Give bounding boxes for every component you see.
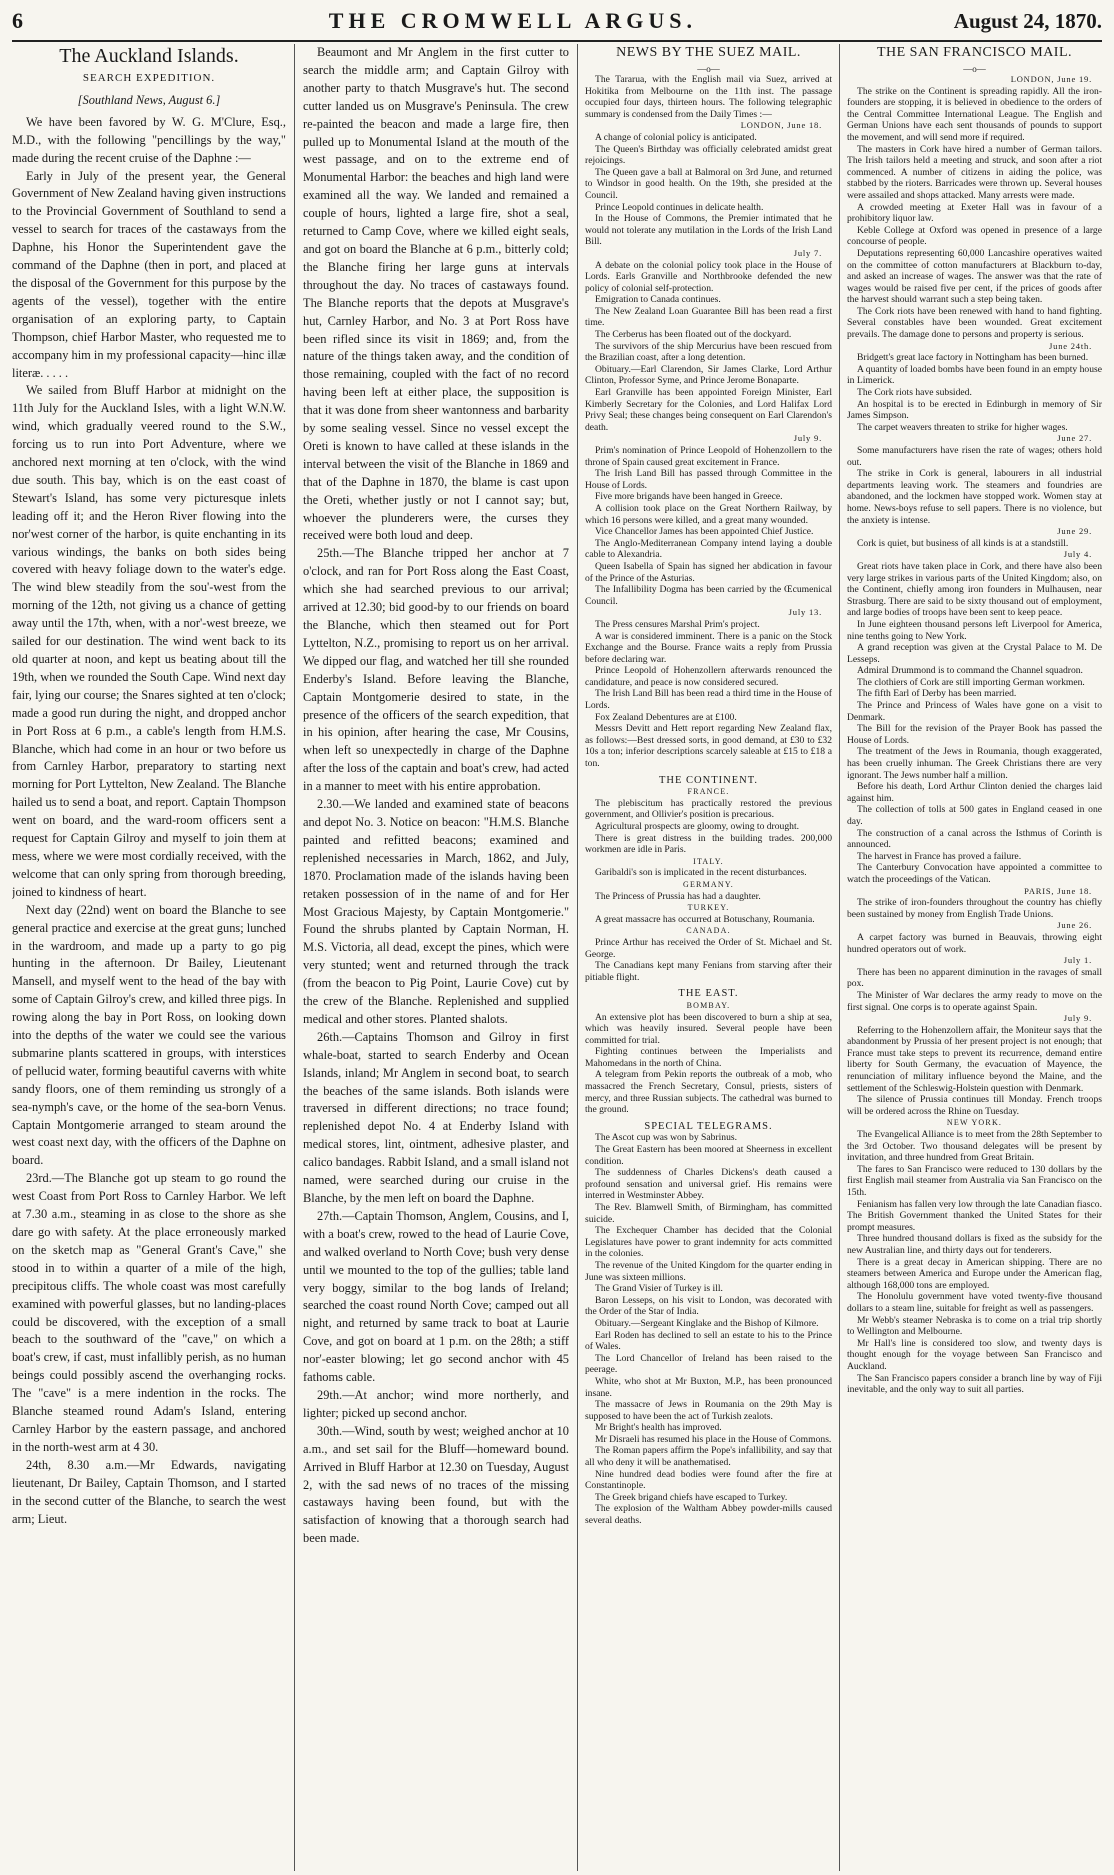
news-items	[585, 914, 832, 926]
country-label: ITALY.	[693, 856, 724, 866]
paragraph: Beaumont and Mr Anglem in the first cutter to search the middle arm; and Captain Gilroy with another party to thatch Musgrave's hut. The second cutter landed us on Musgrave's Peninsula. The crew re-painted the beacon and made a large fire, then pulled up to Monumental Island at the mouth of the west passage, and on to the extreme end of Monumental Harbor: the beaches and high land were examined all the way. We landed and remained a couple of hours, lighted a large fire, shot a seal, returned to Camp Cove, where we killed eight seals, and got on board the Blanche at 6 p.m., bitterly cold; the Blanche firing her large guns at intervals throughout the day. No traces of castaways found. The Blanche reports that the depots at Musgrave's hut, Carnley Harbor, and No. 3 at Port Ross have been rifled since its visit in 1869; and, from the nature of the things taken away, and the condition of those remaining, coupled with the fact of no record having been left at either place, the supposition is that it was done from sheer wantonness and barbarity by some sealing vessel. Since no vessel except the Oreti is known to have called at these islands in the interval between the visit of the Blanche in 1869 and that of the Daphne in 1870, the blame is cast upon the Oreti, whether justly or not I cannot say; but, whoever the plunderers were, the curses they received were both loud and deep.	[303, 45, 569, 543]
paragraph: Earl Roden has declined to sell an estate to his to the Prince of Wales.	[585, 1329, 832, 1353]
paragraph: Next day (22nd) went on board the Blanche to see general practice and exercise at the great guns; lunched in the wardroom, and made up a party to go pig hunting in the afternoon. Dr Bailey, Lieutenant Mansell, and myself went to the head of the bay with some of Captain Gilroy's crew, and killed three pigs. In rowing along the bay in Port Ross, on looking down into the depths of the water we could see the various submarine plants scattered in groups, with interstices of pellucid water, forming beautiful caverns with white sandy floors, one of them reminding us strongly of a sea-nymph's cave, or the home of the sea-born Venus. Captain Montgomerie arranged to steam around the west coast next day, with the officers of the Daphne on board.	[12, 902, 286, 1168]
paragraph: Early in July of the present year, the General Government of New Zealand having given instructions to the Provincial Government of Southland to send a vessel to search for traces of the castaways from the Daphne, his Honor the Superintendent gave the command of the Daphne (then in port, and placed at the disposal of the Government for this purpose by the agents of the vessel), together with the entire organisation of an exploring party, to Captain Thompson, chief Harbor Master, who requested me to accompany him in my professional capacity—hinc illæ literæ. . . . .	[12, 168, 286, 380]
paragraph: The Rev. Blamwell Smith, of Birmingham, has committed suicide.	[585, 1202, 832, 1225]
paragraph: Referring to the Hohenzollern affair, the Moniteur says that the abandonment by Prussia of her present project is not enough; that France must take steps to prevent its recurrence, demand entire liberty for South Germany, the evacuation of Mayence, the renunciation of military influence beyond the Maine, and the settlement of the Schleswig-Holstein question with Denmark.	[847, 1024, 1102, 1094]
paragraph: The Irish Land Bill has passed through Committee in the House of Lords.	[585, 468, 832, 491]
paragraph: The Cork riots have been renewed with hand to hand fighting. Several constables have been wounded. Great excitement prevails. The damage done to persons and property is serious.	[847, 305, 1102, 341]
paragraph: In the House of Commons, the Premier intimated that he would not tolerate any mutilation in the Lords of the Irish Land Bill.	[585, 213, 832, 248]
news-items	[847, 445, 1102, 526]
news-items	[585, 619, 832, 770]
paragraph: The Canterbury Convocation have appointed a committee to watch the proceedings of the Vatican.	[847, 862, 1102, 885]
paragraph: Queen Isabella of Spain has signed her abdication in favour of the Prince of the Asturias.	[585, 560, 832, 584]
paragraph: The treatment of the Jews in Roumania, though exaggerated, has been cruelly inhuman. The Greek Christians there are very ignorant. The Jews number half a million.	[847, 746, 1102, 781]
paragraph: The explosion of the Waltham Abbey powder-mills caused several deaths.	[585, 1503, 832, 1527]
dateline: June 26.	[1057, 920, 1092, 931]
paragraph: Admiral Drummond is to command the Channel squadron.	[857, 665, 1083, 677]
dateline: June 29.	[1057, 526, 1092, 537]
dateline: PARIS, June 18.	[1024, 885, 1092, 896]
paragraph: An extensive plot has been discovered to burn a ship at sea, which was heavily insured. Several people have been committed for trial.	[585, 1011, 832, 1046]
news-items	[847, 86, 1102, 341]
paragraph: The Honolulu government have voted twenty-five thousand dollars to a steam line, suitable for freight as well as passengers.	[847, 1291, 1102, 1314]
paragraph: Mr Bright's health has improved.	[595, 1422, 722, 1434]
paragraph: Baron Lesseps, on his visit to London, was decorated with the Order of the Star of India.	[585, 1294, 832, 1318]
country-label: BOMBAY.	[686, 1000, 731, 1010]
news-items	[847, 932, 1102, 955]
paragraph: 29th.—At anchor; wind more northerly, and lighter; picked up second anchor.	[303, 1387, 569, 1420]
paragraph: Bridgett's great lace factory in Nottingham has been burned.	[857, 352, 1089, 364]
paragraph: A crowded meeting at Exeter Hall was in favour of a prohibitory liquor law.	[847, 201, 1102, 225]
news-items	[585, 132, 832, 248]
paragraph: The Exchequer Chamber has decided that the Colonial Legislatures have power to grant indemnity for acts committed in the colonies.	[585, 1225, 832, 1260]
paragraph: The Ascot cup was won by Sabrinus.	[595, 1132, 738, 1144]
news-items	[585, 798, 832, 856]
paragraph: Mr Webb's steamer Nebraska is to come on a trial trip shortly to Wellington and Melbourne.	[847, 1314, 1102, 1338]
paragraph: The Great Eastern has been moored at Sheerness in excellent condition.	[585, 1144, 832, 1167]
paragraph: Nine hundred dead bodies were found after the fire at Constantinople.	[585, 1468, 832, 1492]
paragraph: Before his death, Lord Arthur Clinton denied the charges laid against him.	[847, 781, 1102, 804]
article-headline: The Auckland Islands.	[59, 45, 239, 67]
columns	[12, 44, 1102, 1871]
paragraph: The Prince and Princess of Wales have gone on a visit to Denmark.	[847, 700, 1102, 723]
paragraph: Vice Chancellor James has been appointed Chief Justice.	[595, 526, 814, 538]
paragraph: Great riots have taken place in Cork, and there have also been very large strikes in various parts of the United Kingdom; also, on the Continent, chiefly among iron founders in Mulhausen, near Strasburg. There are said to be sixty thousand out of employment, and large bodies of troops have been sent to keep peace.	[847, 560, 1102, 619]
paragraph: Cork is quiet, but business of all kinds is at a standstill.	[857, 537, 1069, 549]
dateline: June 27.	[1057, 433, 1092, 444]
paragraph: The carpet weavers threaten to strike for higher wages.	[857, 421, 1068, 433]
section-head: THE CONTINENT.	[659, 774, 758, 786]
paragraph: 30th.—Wind, south by west; weighed anchor at 10 a.m., and set sail for the Bluff—homeward bound. Arrived in Bluff Harbor at 12.30 on Tuesday, August 2, with the sad news of no traces of the missing castaways having been found, but with the satisfaction of knowing that a thorough search had been made.	[303, 1423, 569, 1546]
dateline: July 1.	[1063, 955, 1092, 966]
paragraph: The Grand Visier of Turkey is ill.	[595, 1283, 723, 1295]
paragraph: A great massacre has occurred at Botuschany, Roumania.	[595, 913, 815, 925]
paragraph: The New Zealand Loan Guarantee Bill has been read a first time.	[585, 305, 832, 329]
paragraph: The Press censures Marshal Prim's project.	[595, 618, 760, 630]
suez-intro: The Tararua, with the English mail via Suez, arrived at Hokitika from Melbourne on the 11th inst. The passage occupied four days, thirteen hours. The following telegraphic summary is condensed from the Daily Times :—	[585, 74, 832, 120]
paragraph: A carpet factory was burned in Beauvais, throwing eight hundred operators out of work.	[847, 931, 1102, 955]
news-items	[847, 538, 1102, 550]
paragraph: The Lord Chancellor of Ireland has been raised to the peerage.	[585, 1352, 832, 1376]
paragraph: An hospital is to be erected in Edinburgh in memory of Sir James Simpson.	[847, 398, 1102, 422]
paragraph: The Cerberus has been floated out of the dockyard.	[595, 329, 792, 341]
paragraph: 23rd.—The Blanche got up steam to go round the west Coast from Port Ross to Carnley Harbor. We left at 7.30 a.m., steaming in as close to the shore as she dare go with safety. At the place erroneously marked on the sketch map as "General Grant's Cave," she stood in to within a quarter of a mile of the high, precipitous cliffs. The whole coast was most carefully examined with powerful glasses, but no landing-places could be discovered, with the exception of a small beach to the southward of the "cave," on which a boat's crew, if cast, must infallibly perish, as no human beings could possibly ascend the overhanging rocks. The "cave" is a mere indention in the rocks. The Blanche steamed round Adam's Island, entering Carnley Harbor by the eastern passage, and anchored in the north-west arm at 4 30.	[12, 1171, 286, 1454]
sf-headline: THE SAN FRANCISCO MAIL.	[876, 45, 1073, 60]
paragraph: In June eighteen thousand persons left Liverpool for America, nine tenths going to New York.	[847, 618, 1102, 642]
paragraph: Some manufacturers have risen the rate of wages; others hold out.	[847, 445, 1102, 468]
paragraph: The Bill for the revision of the Prayer Book has passed the House of Lords.	[847, 723, 1102, 746]
paragraph: The Anglo-Mediterranean Company intend laying a double cable to Alexandria.	[585, 537, 832, 561]
article-subhead: SEARCH EXPEDITION.	[82, 72, 216, 84]
article-body-continued	[303, 44, 569, 1548]
paragraph: The Princess of Prussia has had a daughter.	[595, 890, 761, 902]
news-items	[847, 1025, 1102, 1118]
paragraph: The Infallibility Dogma has been carried by the Œcumenical Council.	[585, 584, 832, 607]
news-items	[847, 352, 1102, 433]
paragraph: The Greek brigand chiefs have escaped to Turkey.	[595, 1491, 788, 1503]
paragraph: There is a great decay in American shipping. There are no steamers between America and Europe under the American flag, although 168,000 tons are employed.	[847, 1256, 1102, 1291]
article-body	[12, 114, 286, 1529]
paragraph: The survivors of the ship Mercurius have been rescued from the Brazilian coast, after a long detention.	[585, 340, 832, 364]
paragraph: Earl Granville has been appointed Foreign Minister, Earl Kimberly Secretary for the Colonies, and Lord Halifax Lord Privy Seal; these changes being consequent on Earl Clarendon's death.	[585, 387, 832, 433]
paragraph: The Queen gave a ball at Balmoral on 3rd June, and returned to Windsor in good health. On the 19th, she presided at the Council.	[585, 166, 832, 201]
dateline: LONDON, June 19.	[1010, 74, 1092, 84]
suez-headline: NEWS BY THE SUEZ MAIL.	[616, 45, 801, 60]
paragraph: A telegram from Pekin reports the outbreak of a mob, who massacred the French Secretary, Consul, priests, sisters of mercy, and three Russian subjects. The cathedral was burned to the ground.	[585, 1069, 832, 1116]
paragraph: Agricultural prospects are gloomy, owing to drought.	[595, 821, 800, 832]
dateline: July 7.	[793, 247, 822, 258]
newspaper-title: THE CROMWELL ARGUS.	[328, 8, 697, 33]
paragraph: The construction of a canal across the Isthmus of Corinth is announced.	[847, 827, 1102, 851]
paragraph: White, who shot at Mr Buxton, M.P., has been pronounced insane.	[585, 1375, 832, 1399]
paragraph: A quantity of loaded bombs have been found in an empty house in Limerick.	[847, 363, 1102, 387]
rule-ornament: —o—	[963, 64, 986, 74]
paragraph: Five more brigands have been hanged in Greece.	[595, 491, 783, 503]
paragraph: There is great distress in the building trades. 200,000 workmen are idle in Paris.	[585, 832, 832, 856]
paragraph: 26th.—Captains Thomson and Gilroy in first whale-boat, started to search Enderby and Ocean Islands, inland; Mr Anglem in second boat, to search the beaches of the same islands. Both islands were traversed in different directions; no trace found; replenished depot No. 4 at Enderby Island with medical stores, lint, ointment, adhesive plaster, and calico bandages. Rabbit Island, and a small island not named, were searched during our cruise in the Blanche, by the men left on board the Daphne.	[303, 1029, 569, 1205]
paragraph: We have been favored by W. G. M'Clure, Esq., M.D., with the following "pencillings by the way," made during the recent cruise of the Daphne :—	[12, 114, 286, 165]
paragraph: There has been no apparent diminution in the ravages of small pox.	[847, 966, 1102, 990]
paragraph: 25th.—The Blanche tripped her anchor at 7 o'clock, and ran for Port Ross along the East Coast, which she had searched previous to our arrival; arrived at 12.30; bid good-by to our friends on board the Blanche, which then steamed out for Port Lyttelton, N.Z., promising to report us on her arrival. We dipped our flag, and watched her till she rounded Enderby's Island. Before leaving the Blanche, Captain Montgomerie desired to state, in the presence of the officers of the search expedition, that in his opinion, after hearing the case, Mr Cousins, when left so unexpectedly in charge of the Daphne after the loss of the captain and boat's crew, had acted in a manner to meet with his entire approbation.	[303, 546, 569, 794]
paragraph: The strike of iron-founders throughout the country has chiefly been sustained by money from English Trade Unions.	[847, 897, 1102, 920]
paragraph: The collection of tolls at 500 gates in England ceased in one day.	[847, 804, 1102, 827]
paragraph: A debate on the colonial policy took place in the House of Lords. Earls Granville and Northbrooke defended the new policy of colonial self-protection.	[585, 259, 832, 294]
paragraph: The Minister of War declares the army ready to move on the first signal. One corps is to operate against Spain.	[847, 989, 1102, 1013]
paragraph: Keble College at Oxford was opened in presence of a large concourse of people.	[847, 224, 1102, 248]
paragraph: The masters in Cork have hired a number of German tailors. The Irish tailors held a meeting and struck, and soon after a riot commenced. A number of citizens in aiding the police, was stabbed by the rioters. Barricades were thrown up. Several houses were assailed and shops attacked. Many arrests were made.	[847, 143, 1102, 201]
paragraph: Prince Leopold continues in delicate health.	[595, 201, 764, 213]
country-label: TURKEY.	[687, 903, 730, 913]
news-items	[585, 891, 832, 903]
paragraph: We sailed from Bluff Harbor at midnight on the 11th July for the Auckland Isles, with a light W.N.W. wind, which gradually veered round to the S.W., forcing us to run into Port Adventure, where we anchored next morning at ten o'clock, with the wind due south. This bay, which is on the east coast of Stewart's Island, has some very picturesque inlets leading off it; and the Heron River flowing into the nor'west corner of the harbor, is quite enchanting in its various windings, the banks on both sides being covered with heavy foliage down to the water's edge. The wind blew steadily from the sou'-west from the morning of the 12th, not giving us a chance of getting away until the 17th, when, with a nor'-west breeze, we sailed for our destination. The wind went back to its old quarter at noon, and kept us beating about till the 19th, when we rounded the South Cape. Wind next day fair, lying our course; the Snares sighted at ten o'clock; made a good run during the night, and dropped anchor in Port Ross at 6 p.m., a cable's length from H.M.S. Blanche, which had come in an hour or two before us from Carnley Harbor, preparatory to starting next morning for Port Lyttelton, New Zealand. The Blanche hailed us to send a boat, and report. Captain Thompson went on board, and the ward-room officers sent a request for Captain Gilroy and myself to join them at mess, where we were most cordially received, with the welcome that can only spring from thorough breeding, joined to kindness of heart.	[12, 383, 286, 899]
paragraph: Obituary.—Sergeant Kinglake and the Bishop of Kilmore.	[595, 1317, 819, 1329]
paragraph: A grand reception was given at the Crystal Palace to M. De Lesseps.	[847, 642, 1102, 665]
paragraph: The Irish Land Bill has been read a third time in the House of Lords.	[585, 688, 832, 712]
paragraph: Prim's nomination of Prince Leopold of Hohenzollern to the throne of Spain caused great excitement in France.	[585, 445, 832, 468]
paragraph: The San Francisco papers consider a branch line by way of Fiji inevitable, and the only way to suit all parties.	[847, 1372, 1102, 1396]
paragraph: The strike on the Continent is spreading rapidly. All the iron-founders are stopping, it is believed in obedience to the orders of the Central Committee International League. The English and German Unions have each sent thousands of pounds to support the movement, and will send more if required.	[847, 85, 1102, 143]
masthead	[12, 8, 1102, 42]
rule-ornament: —o—	[697, 64, 720, 74]
news-items	[847, 1129, 1102, 1396]
news-items	[585, 1012, 832, 1116]
paragraph: The Cork riots have subsided.	[857, 387, 972, 399]
column-auckland-islands	[12, 44, 295, 1871]
dateline: July 13.	[788, 607, 822, 618]
paragraph: 24th, 8.30 a.m.—Mr Edwards, navigating lieutenant, Dr Bailey, Captain Thomson, and I started in the second cutter of the Blanche, to search the west arm; Lieut.	[12, 1457, 286, 1526]
paragraph: 27th.—Captain Thomson, Anglem, Cousins, and I, with a boat's crew, rowed to the head of Laurie Cove, and walked overland to North Cove; bush very dense until we mounted to the top of the gullies; table land very boggy, similar to the bog lands of Ireland; searched the coast round North Cove; camped out all night, and returned by same track to boat at Laurie Cove, and got on board at 1 p.m. on the 28th; a stiff nor'-easter blowing; let go second anchor with 45 fathoms cable.	[303, 1208, 569, 1385]
country-label: FRANCE.	[687, 787, 730, 797]
paragraph: The plebiscitum has practically restored the previous government, and Ollivier's position is precarious.	[585, 797, 832, 821]
paragraph: The silence of Prussia continues till Monday. French troops will be ordered across the Rhine on Tuesday.	[847, 1094, 1102, 1117]
paragraph: Emigration to Canada continues.	[595, 294, 721, 306]
news-items	[585, 1132, 832, 1526]
article-source: [Southland News, August 6.]	[77, 92, 221, 107]
paragraph: The massacre of Jews in Roumania on the 29th May is supposed to have been the act of Turkish zealots.	[585, 1399, 832, 1422]
dateline: June 24th.	[1049, 340, 1092, 351]
paragraph: The fifth Earl of Derby has been married.	[857, 688, 1017, 700]
news-items	[585, 445, 832, 607]
country-label: CANADA.	[686, 926, 731, 936]
paragraph: Obituary.—Earl Clarendon, Sir James Clarke, Lord Arthur Clinton, Professor Syme, and Prince Jerome Bonaparte.	[585, 363, 832, 387]
dateline: July 9.	[793, 433, 822, 444]
paragraph: The clothiers of Cork are still importing German workmen.	[857, 676, 1085, 688]
news-items	[847, 561, 1102, 886]
paragraph: Fenianism has fallen very low through the late Canadian fiasco. The British Government thanked the United States for their prompt measures.	[847, 1198, 1102, 1233]
country-label: GERMANY.	[682, 879, 734, 889]
dateline: LONDON, June 18.	[740, 120, 822, 131]
paragraph: Mr Disraeli has resumed his place in the House of Commons.	[595, 1433, 832, 1445]
paragraph: The harvest in France has proved a failure.	[857, 850, 1022, 862]
paragraph: A change of colonial policy is anticipated.	[595, 131, 757, 143]
paragraph: Mr Hall's line is considered too slow, and twenty days is thought enough for the voyage between San Francisco and Auckland.	[847, 1337, 1102, 1372]
paragraph: The Roman papers affirm the Pope's infallibility, and say that all who deny it will be anathematised.	[585, 1445, 832, 1469]
page-number: 6	[12, 8, 23, 33]
column-suez-mail	[578, 44, 840, 1871]
column-san-francisco-mail	[840, 44, 1102, 1871]
paragraph: The strike in Cork is general, labourers in all industrial departments leaving work. The steamers and foundries are abandoned, and the lockmen have stopped work. Women stay at home. News-boys refuse to sell papers. There is no violence, but the anxiety is intense.	[847, 468, 1102, 526]
news-items	[847, 897, 1102, 920]
paragraph: The Queen's Birthday was officially celebrated amidst great rejoicings.	[585, 143, 832, 167]
paragraph: Garibaldi's son is implicated in the recent disturbances.	[595, 867, 807, 879]
paragraph: Three hundred thousand dollars is fixed as the subsidy for the new Australian line, and thirty days out for tenderers.	[847, 1233, 1102, 1256]
paragraph: Deputations representing 60,000 Lancashire operatives waited on the committee of cotton manufacturers at Blackburn to-day, and asked an increase of wages. The answer was that the rate of wages would be raised five per cent, if the prices of goods after the harvest should warrant such a step being taken.	[847, 247, 1102, 306]
news-items	[585, 260, 832, 434]
paragraph: The fares to San Francisco were reduced to 130 dollars by the first English mail steamer from Australia via San Francisco on the 15th.	[847, 1163, 1102, 1198]
paragraph: Prince Arthur has received the Order of St. Michael and St. George.	[585, 936, 832, 960]
news-items	[847, 967, 1102, 1013]
paragraph: Messrs Devitt and Hett report regarding New Zealand flax, as follows:—Best dressed sorts, in good demand, at £30 to £32 10s a ton; inferior descriptions scarcely saleable at £15 to £18 a ton.	[585, 723, 832, 770]
paragraph: A collision took place on the Great Northern Railway, by which 16 persons were killed, and a great many wounded.	[585, 502, 832, 526]
paragraph: Fox Zealand Debentures are at £100.	[595, 711, 737, 723]
dateline: July 4.	[1063, 549, 1092, 560]
paragraph: 2.30.—We landed and examined state of beacons and depot No. 3. Notice on beacon: "H.M.S. Blanche painted and refitted beacons; examined and replenished necessaries in March, 1862, and July, 1870. Proclamation made of the islands having been retaken possession of in the name of and for Her Most Gracious Majesty, by Captain Montgomerie." Found the shrubs planted by Captain Norman, H. M.S. Victoria, all dead, except the pines, which were very stunted; went and returned through the track (from the beacon to Pig Point, Laurie Cove) cut by the crew of the Blanche. Replenished and supplied medical and other stores. Planted shalots.	[303, 797, 569, 1026]
paragraph: Fighting continues between the Imperialists and Mahomedans in the north of China.	[585, 1046, 832, 1069]
paragraph: The suddenness of Charles Dickens's death caused a profound sensation and universal grief. His remains were interred in Westminster Abbey.	[585, 1167, 832, 1202]
section-head: SPECIAL TELEGRAMS.	[644, 1120, 773, 1132]
paragraph: The Canadians kept many Fenians from starving after their pitiable flight.	[585, 960, 832, 983]
column-auckland-islands-continued	[295, 44, 578, 1871]
section-head: THE EAST.	[678, 988, 739, 1000]
paragraph: The Evangelical Alliance is to meet from the 28th September to the 3rd October. Two thousand delegates will be present by invitation, and three hundred from Great Britain.	[847, 1129, 1102, 1164]
dateline: July 9.	[1063, 1013, 1092, 1024]
news-items	[585, 867, 832, 879]
news-items	[585, 937, 832, 983]
paragraph: The revenue of the United Kingdom for the quarter ending in June was sixteen millions.	[585, 1259, 832, 1283]
dateline: NEW YORK.	[946, 1118, 1003, 1128]
paragraph: A war is considered imminent. There is a panic on the Stock Exchange and the Bourse. France waits a reply from Prussia before declaring war.	[585, 630, 832, 665]
paragraph: Prince Leopold of Hohenzollern afterwards renounced the candidature, and peace is now considered secured.	[585, 665, 832, 688]
issue-date: August 24, 1870.	[953, 9, 1102, 33]
